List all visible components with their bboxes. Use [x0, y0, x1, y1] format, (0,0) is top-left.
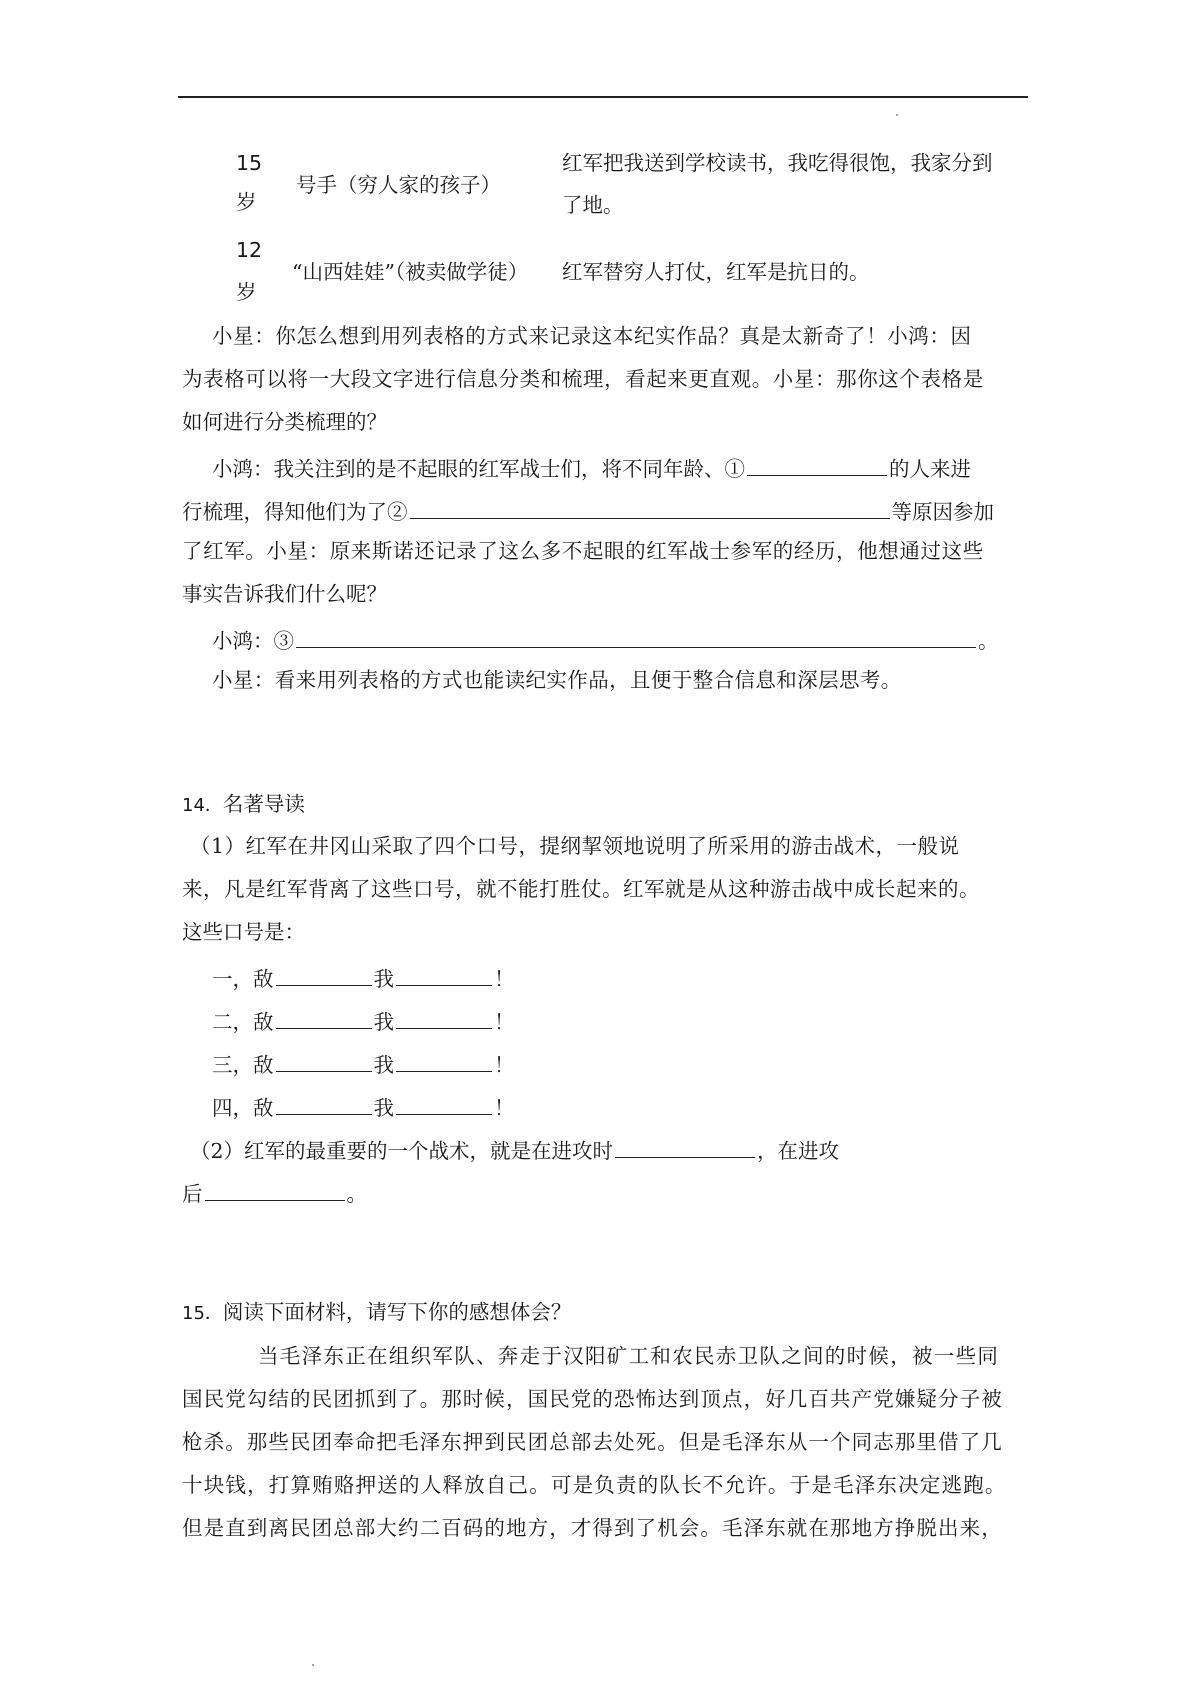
table-cell-reason: 红军替穷人打仗，红军是抗日的。: [562, 260, 870, 284]
dialogue-line: 小星：你怎么想到用列表格的方式来记录这本纪实作品？真是太新奇了！小鸿：因: [212, 324, 972, 348]
slogan-blank[interactable]: [396, 1051, 492, 1072]
dialogue-text: 等原因参加: [891, 500, 994, 524]
header-rule: [178, 96, 1028, 98]
slogan-end: ！: [494, 967, 515, 991]
slogan-prefix: 二，敌: [212, 1010, 274, 1034]
answer-blank-2[interactable]: [410, 498, 890, 519]
slogan-line: [212, 1051, 515, 1076]
table-cell-age-unit: 岁: [236, 190, 257, 214]
dialogue-text: 。: [978, 629, 999, 653]
question-text: （1）红军在井冈山采取了四个口号，提纲挈领地说明了所采用的游击战术，一般说: [190, 834, 960, 858]
dialogue-line: 事实告诉我们什么呢？: [182, 582, 387, 606]
table-cell-reason: 红军把我送到学校读书，我吃得很饱，我家分到: [562, 151, 993, 175]
table-cell-age-unit: 岁: [236, 280, 257, 304]
table-cell-role: 号手（穷人家的孩子）: [296, 173, 501, 197]
slogan-mid: 我: [373, 1010, 394, 1034]
question-title: 名著导读: [222, 792, 305, 816]
slogan-line: [212, 1008, 515, 1033]
table-cell-age-number: 15: [236, 151, 263, 175]
dialogue-line: 小星：看来用列表格的方式也能读纪实作品，且便于整合信息和深层思考。: [212, 668, 902, 692]
dialogue-line: 如何进行分类梳理的？: [182, 410, 387, 434]
material-line: 枪杀。那些民团奉命把毛泽东押到民团总部去处死。但是毛泽东从一个同志那里借了几: [182, 1430, 1003, 1454]
dialogue-line: [212, 455, 971, 480]
slogan-line: [212, 965, 515, 990]
question-text: [190, 1137, 839, 1162]
slogan-end: ！: [494, 1053, 515, 1077]
table-cell-role: “山西娃娃”（被卖做学徒）: [292, 260, 529, 284]
table-cell-age-number: 12: [236, 238, 263, 262]
question-text-part: ，在进攻: [757, 1139, 840, 1163]
material-line: 国民党勾结的民团抓到了。那时候，国民党的恐怖达到顶点，好几百共产党嫌疑分子被: [182, 1387, 1003, 1411]
material-line: 十块钱，打算贿赂押送的人释放自己。可是负责的队长不允许。于是毛泽东决定逃跑。: [182, 1473, 1007, 1497]
dialogue-text: 的人来进: [889, 457, 971, 481]
dialogue-line: [212, 627, 999, 652]
table-cell-reason-continued: 了地。: [562, 193, 624, 217]
dialogue-line: 了红军。小星：原来斯诺还记录了这么多不起眼的红军战士参军的经历，他想通过这些: [182, 539, 984, 563]
dialogue-line: 为表格可以将一大段文字进行信息分类和梳理，看起来更直观。小星：那你这个表格是: [182, 367, 984, 391]
answer-blank-3[interactable]: [296, 627, 976, 648]
slogan-end: ！: [494, 1010, 515, 1034]
slogan-blank[interactable]: [396, 1008, 492, 1029]
question-text: 这些口号是：: [182, 920, 305, 944]
question-number: 15．: [182, 1303, 223, 1324]
question-number: 14．: [182, 795, 223, 816]
question-text-part: （2）红军的最重要的一个战术，就是在进攻时: [190, 1139, 614, 1163]
scan-dot: [312, 1664, 314, 1666]
slogan-blank[interactable]: [396, 965, 492, 986]
question-text: [182, 1180, 367, 1205]
dialogue-text: 行梳理，得知他们为了②: [182, 500, 408, 524]
question-text-part: 。: [346, 1182, 367, 1206]
slogan-blank[interactable]: [276, 965, 372, 986]
question-heading: [182, 794, 305, 815]
slogan-line: [212, 1094, 515, 1119]
tactic-blank-2[interactable]: [205, 1180, 345, 1201]
scan-dot: [896, 114, 898, 116]
question-title: 阅读下面材料，请写下你的感想体会？: [222, 1300, 572, 1324]
slogan-end: ！: [494, 1096, 515, 1120]
dialogue-text: 小鸿：我关注到的是不起眼的红军战士们，将不同年龄、①: [212, 457, 745, 481]
dialogue-line: [182, 498, 994, 523]
question-text: 来，凡是红军背离了这些口号，就不能打胜仗。红军就是从这种游击战中成长起来的。: [182, 877, 980, 901]
slogan-mid: 我: [373, 1096, 394, 1120]
slogan-prefix: 三，敌: [212, 1053, 274, 1077]
slogan-blank[interactable]: [276, 1008, 372, 1029]
slogan-mid: 我: [373, 1053, 394, 1077]
material-line: 但是直到离民团总部大约二百码的地方，才得到了机会。毛泽东就在那地方挣脱出来，: [182, 1516, 1003, 1540]
question-heading: [182, 1302, 571, 1323]
slogan-mid: 我: [373, 967, 394, 991]
dialogue-text: 小鸿：③: [212, 629, 294, 653]
tactic-blank-1[interactable]: [615, 1137, 755, 1158]
answer-blank-1[interactable]: [747, 455, 887, 476]
slogan-blank[interactable]: [396, 1094, 492, 1115]
question-text-part: 后: [182, 1182, 203, 1206]
slogan-blank[interactable]: [276, 1094, 372, 1115]
slogan-prefix: 四，敌: [212, 1096, 274, 1120]
material-line: 当毛泽东正在组织军队、奔走于汉阳矿工和农民赤卫队之间的时候，被一些同: [258, 1344, 1000, 1368]
slogan-blank[interactable]: [276, 1051, 372, 1072]
slogan-prefix: 一，敌: [212, 967, 274, 991]
